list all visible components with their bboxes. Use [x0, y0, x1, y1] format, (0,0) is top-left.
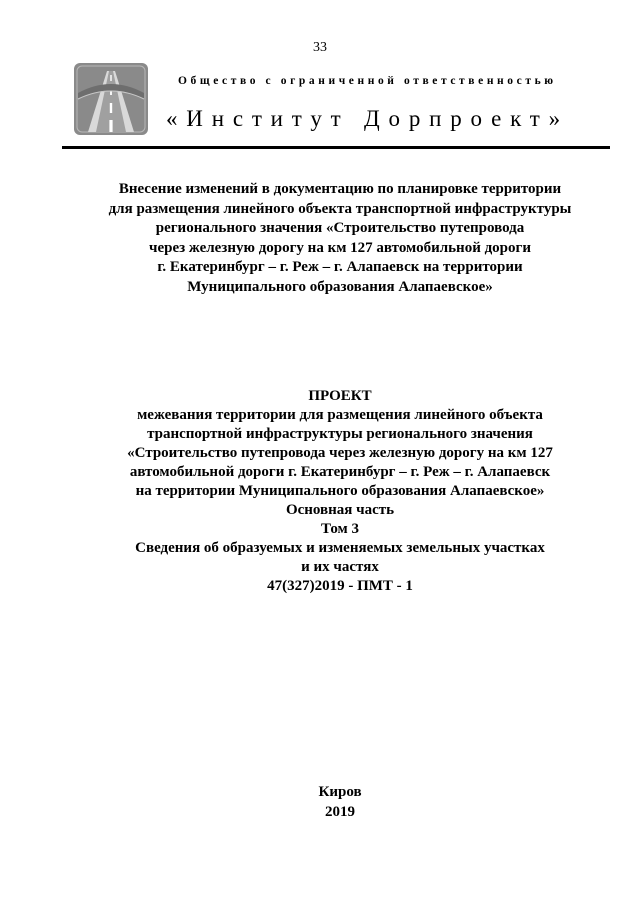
title-line: через железную дорогу на км 127 автомобильной дороги — [149, 239, 531, 256]
project-line: межевания территории для размещения линейного объекта — [137, 407, 543, 423]
page-number: 33 — [313, 40, 327, 55]
project-heading: ПРОЕКТ — [308, 388, 372, 404]
volume-title: Сведения об образуемых и изменяемых земельных участках — [135, 540, 545, 556]
volume-title: и их частях — [301, 559, 379, 575]
highway-road-logo-icon — [74, 63, 148, 135]
title-line: г. Екатеринбург – г. Реж – г. Алапаевск на территории — [157, 259, 523, 275]
title-line: регионального значения «Строительство путепровода — [155, 220, 525, 236]
organization-type: Общество с ограниченной ответственностью — [178, 75, 557, 87]
volume-label: Том 3 — [320, 521, 359, 537]
title-line: Муниципального образования Алапаевское» — [187, 278, 493, 295]
project-line: «Строительство путепровода через железную дорогу на км 127 — [127, 445, 553, 461]
project-description — [40, 387, 640, 596]
document-code: 47(327)2019 - ПМТ - 1 — [267, 578, 413, 594]
section-label: Основная часть — [285, 502, 395, 518]
title-line: для размещения линейного объекта транспортной инфраструктуры — [108, 200, 572, 217]
organization-name: «Институт Дорпроект» — [166, 106, 569, 131]
publication-info — [40, 782, 640, 822]
header-divider — [62, 146, 610, 149]
document-title — [40, 180, 640, 297]
title-line: Внесение изменений в документацию по планировке территории — [118, 181, 562, 197]
year: 2019 — [325, 804, 355, 820]
project-line: транспортной инфраструктуры регионального значения — [147, 426, 533, 442]
project-line: автомобильной дороги г. Екатеринбург – г. Реж – г. Алапаевск — [129, 464, 551, 480]
project-line: на территории Муниципального образования Алапаевское» — [135, 483, 545, 499]
city: Киров — [318, 784, 362, 800]
